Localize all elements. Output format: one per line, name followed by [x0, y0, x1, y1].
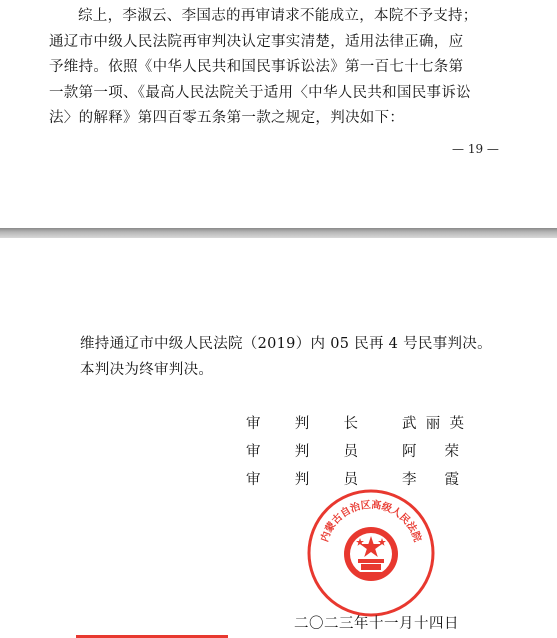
court-seal [306, 488, 436, 618]
judgment-date: 二〇二三年十一月十四日 [294, 616, 459, 632]
text-line: 综上，李淑云、李国志的再审请求不能成立，本院不予支持； [78, 8, 478, 24]
document-page-bottom [0, 238, 557, 638]
national-emblem-icon [344, 527, 398, 581]
text-line: 予维持。依照《中华人民共和国民事诉讼法》第一百七十七条第 [49, 59, 464, 75]
judge-role: 审 判 员 [246, 472, 358, 488]
judge-name: 李 霞 [402, 472, 459, 488]
verdict-line: 维持通辽市中级人民法院（2019）内 05 民再 4 号民事判决。 [80, 336, 492, 352]
text-line: 法〉的解释》第四百零五条第一款之规定，判决如下： [49, 110, 405, 126]
seal-text: 内蒙古自治区高级人民法院 [319, 499, 423, 544]
text-line: 通辽市中级人民法院再审判决认定事实清楚，适用法律正确，应 [49, 33, 464, 50]
signature-row-presiding-judge [246, 412, 476, 440]
verdict-line: 本判决为终审判决。 [80, 361, 214, 378]
verdict-paragraph [80, 332, 520, 383]
page-separator [0, 228, 557, 238]
document-page-top [0, 0, 557, 228]
text-line: 一款第一项、《最高人民法院关于适用〈中华人民共和国民事诉讼 [49, 84, 471, 101]
signature-row-judge [246, 440, 476, 468]
judgment-reasoning-paragraph [49, 4, 504, 132]
judge-role: 审 判 长 [246, 416, 358, 432]
page-number: — 19 — [452, 142, 499, 156]
signature-block [246, 412, 476, 496]
judge-role: 审 判 员 [246, 444, 358, 460]
judge-name: 武 丽 英 [402, 416, 464, 432]
judge-name: 阿 荣 [402, 444, 459, 460]
